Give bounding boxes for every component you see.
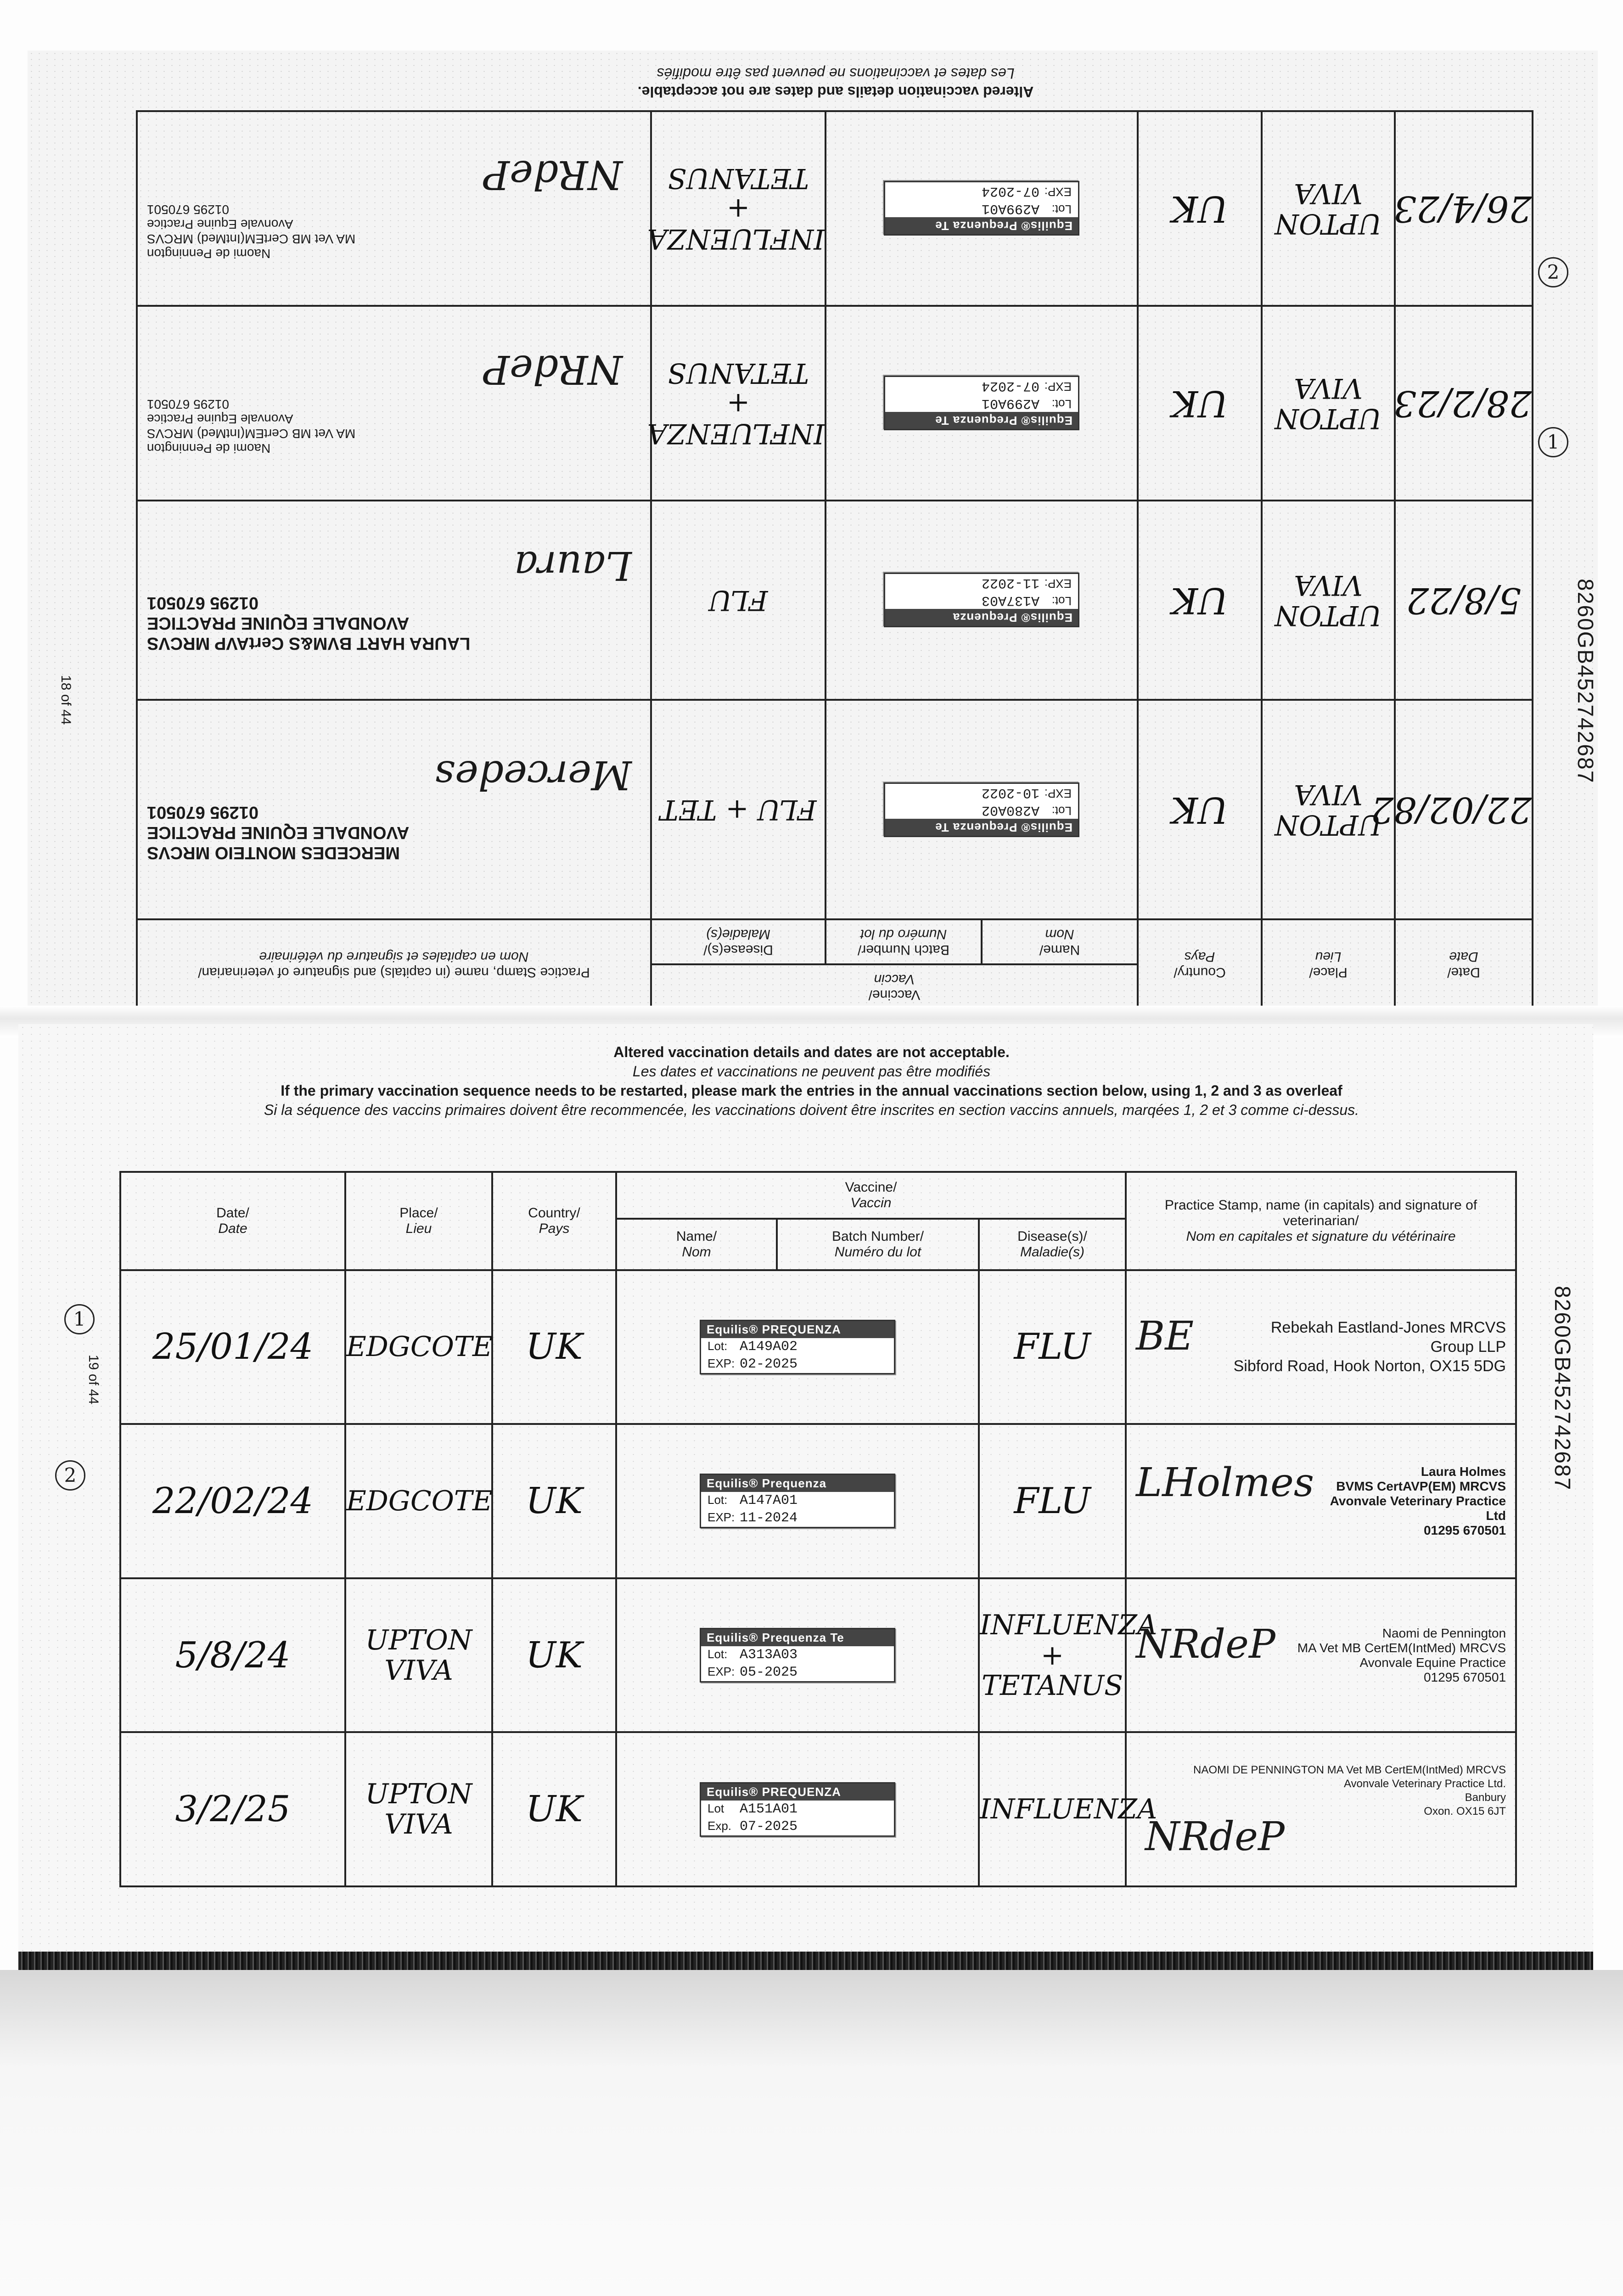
vet-signature: Laura <box>514 542 632 588</box>
upper-header-date: Date/ Date <box>1395 919 1533 1009</box>
practice-stamp: Rebekah Eastland-Jones MRCVS Group LLP Sibford Road, Hook Norton, OX15 5DG <box>1233 1319 1506 1375</box>
upper-row-place: UPTON VIVA <box>1262 111 1395 306</box>
vaccine-lot: Lot: A149A02 <box>708 1339 798 1355</box>
lower-row-label-cell <box>616 1424 979 1578</box>
lower-notice-en: Altered vaccination details and dates are not acceptable. <box>613 1044 1010 1060</box>
vaccine-brand: Equilis® PREQUENZA <box>701 1321 894 1338</box>
practice-stamp: Naomi de Pennington MA Vet MB CertEM(IntMed) MRCVS Avonvale Equine Practice 01295 670501 <box>146 202 356 261</box>
lower-row-country: UK <box>492 1424 616 1578</box>
vet-signature: BE <box>1136 1313 1194 1360</box>
scan-edge-bar <box>18 1952 1593 1970</box>
upper-page <box>28 51 1598 1010</box>
lower-row-stamp <box>1126 1270 1516 1424</box>
upper-row-label-cell <box>826 700 1138 919</box>
upper-row-date: 22/02/82 <box>1395 700 1533 919</box>
lower-row-label-cell <box>616 1578 979 1733</box>
vaccine-brand: Equilis® Prequenza Te <box>701 1629 894 1646</box>
lower-row <box>120 1424 1516 1578</box>
upper-header-stamp: Practice Stamp, name (in capitals) and signature of veterinarian/ Nom en capitales et signature du vétérinaire <box>137 919 651 1009</box>
practice-stamp: Naomi de Pennington MA Vet MB CertEM(IntMed) MRCVS Avonvale Equine Practice 01295 670501 <box>146 397 356 456</box>
upper-header-place: Place/ Lieu <box>1262 919 1395 1009</box>
upper-row <box>137 306 1533 501</box>
upper-row-date: 28/2/23 <box>1395 306 1533 501</box>
scan-background <box>0 1970 1623 2296</box>
upper-header-row-1 <box>137 964 1533 1009</box>
lower-row-date: 3/2/25 <box>120 1732 345 1886</box>
vaccine-label <box>884 376 1079 430</box>
vaccine-exp: EXP:07-2024 <box>981 183 1072 199</box>
vaccine-lot: Lot: A313A03 <box>708 1647 798 1663</box>
upper-row-country: UK <box>1138 306 1262 501</box>
lower-row-stamp <box>1126 1732 1516 1886</box>
upper-row-label-cell <box>826 306 1138 501</box>
upper-row-label-cell <box>826 111 1138 306</box>
upper-row-country: UK <box>1138 501 1262 700</box>
lower-row-disease: FLU <box>979 1424 1126 1578</box>
practice-stamp: Laura Holmes BVMS CertAVP(EM) MRCVS Avonvale Veterinary Practice Ltd 01295 670501 <box>1330 1464 1506 1537</box>
vaccine-lot: Lot:A137A03 <box>981 592 1072 608</box>
upper-row-disease: INFLUENZA + TETANUS <box>651 306 826 501</box>
lower-vaccination-table <box>119 1171 1517 1887</box>
vaccine-exp: EXP:10-2022 <box>981 784 1072 800</box>
upper-page-rotated-content <box>28 51 1598 1010</box>
vaccine-brand: Equilis® Prequenza Te <box>885 217 1078 234</box>
lower-row-number: 2 <box>55 1460 85 1491</box>
upper-row-date: 5/8/22 <box>1395 501 1533 700</box>
upper-row-stamp <box>137 700 651 919</box>
vaccine-lot: Lot:A280A02 <box>981 802 1072 818</box>
upper-notice-fr: Les dates et vaccinations ne peuvent pas être modifiés <box>657 65 1015 82</box>
upper-row-place: UPTON VIVA <box>1262 501 1395 700</box>
lower-row-stamp <box>1126 1578 1516 1733</box>
vaccine-label <box>884 782 1079 837</box>
lower-header-name: Name/ Nom <box>616 1219 777 1270</box>
vet-signature: Mercedes <box>434 752 632 798</box>
lower-row-disease: INFLUENZA <box>979 1732 1126 1886</box>
upper-row-number: 2 <box>1538 257 1568 287</box>
upper-row <box>137 111 1533 306</box>
upper-row-country: UK <box>1138 111 1262 306</box>
upper-page-number: 18 of 44 <box>58 675 73 725</box>
vaccine-label <box>700 1628 895 1683</box>
lower-row-place: EDGCOTE <box>345 1270 492 1424</box>
practice-stamp: MERCEDES MONTEIO MRCVS AVONDALE EQUINE PRACTICE 01295 670501 <box>146 803 410 863</box>
upper-reference-number: 8260GB452742687 <box>1573 579 1597 784</box>
vaccine-brand: Equilis® Prequenza <box>701 1475 894 1492</box>
vet-signature: NRdeP <box>1136 1621 1275 1667</box>
upper-row-disease: INFLUENZA + TETANUS <box>651 111 826 306</box>
vaccine-label <box>884 181 1079 236</box>
vaccine-label <box>700 1320 895 1374</box>
lower-row-label-cell <box>616 1732 979 1886</box>
vaccine-lot: Lot A151A01 <box>708 1801 798 1817</box>
upper-row-stamp <box>137 111 651 306</box>
lower-row-number: 1 <box>64 1304 95 1334</box>
lower-header-country: Country/ Pays <box>492 1172 616 1270</box>
upper-row-label-cell <box>826 501 1138 700</box>
lower-row <box>120 1732 1516 1886</box>
vaccine-brand: Equilis® Prequenza <box>885 609 1078 626</box>
upper-header-name: Name/ Nom <box>982 919 1138 964</box>
upper-row <box>137 700 1533 919</box>
lower-row-date: 5/8/24 <box>120 1578 345 1733</box>
practice-stamp: NAOMI DE PENNINGTON MA Vet MB CertEM(IntMed) MRCVS Avonvale Veterinary Practice Ltd. Banbury Oxon. OX15 6JT <box>1193 1764 1506 1818</box>
lower-header-vaccine: Vaccine/ Vaccin <box>616 1172 1126 1219</box>
upper-header-disease: Disease(s)/ Maladie(s) <box>651 919 826 964</box>
upper-row <box>137 501 1533 700</box>
upper-vaccination-table <box>136 110 1533 1010</box>
lower-notice <box>0 1042 1623 1120</box>
vaccine-label <box>700 1474 895 1528</box>
lower-row-country: UK <box>492 1732 616 1886</box>
lower-row-place: UPTON VIVA <box>345 1578 492 1733</box>
upper-row-stamp <box>137 306 651 501</box>
upper-row-number: 1 <box>1538 427 1568 457</box>
lower-header-date: Date/ Date <box>120 1172 345 1270</box>
practice-stamp: LAURA HART BVM&S CertAVP MRCVS AVONDALE EQUINE PRACTICE 01295 670501 <box>146 593 471 653</box>
lower-header-disease: Disease(s)/ Maladie(s) <box>979 1219 1126 1270</box>
upper-row-date: 26/4/23 <box>1395 111 1533 306</box>
upper-notice <box>138 60 1533 101</box>
vet-signature: LHolmes <box>1136 1459 1314 1506</box>
lower-header-place: Place/ Lieu <box>345 1172 492 1270</box>
vet-signature: NRdeP <box>483 151 623 197</box>
lower-row-place: UPTON VIVA <box>345 1732 492 1886</box>
vaccine-exp: EXP: 05-2025 <box>708 1665 798 1681</box>
vaccine-label <box>884 573 1079 627</box>
upper-row-disease: FLU <box>651 501 826 700</box>
vaccine-exp: EXP: 11-2024 <box>708 1510 798 1526</box>
lower-row-stamp <box>1126 1424 1516 1578</box>
lower-row-disease: INFLUENZA + TETANUS <box>979 1578 1126 1733</box>
practice-stamp: Naomi de Pennington MA Vet MB CertEM(IntMed) MRCVS Avonvale Equine Practice 01295 670501 <box>1297 1626 1506 1684</box>
upper-notice-en: Altered vaccination details and dates are not acceptable. <box>637 84 1034 100</box>
upper-row-country: UK <box>1138 700 1262 919</box>
lower-row-country: UK <box>492 1578 616 1733</box>
lower-row <box>120 1578 1516 1733</box>
lower-reference-number: 8260GB452742687 <box>1550 1286 1574 1491</box>
vaccine-brand: Equilis® Prequenza Te <box>885 412 1078 429</box>
lower-row-date: 25/01/24 <box>120 1270 345 1424</box>
vaccine-brand: Equilis® Prequenza Te <box>885 819 1078 836</box>
vaccine-exp: EXP:11-2022 <box>981 575 1072 591</box>
upper-header-batch: Batch Number/ Numéro du lot <box>826 919 982 964</box>
vaccine-exp: Exp. 07-2025 <box>708 1818 798 1835</box>
lower-notice-fr: Les dates et vaccinations ne peuvent pas être modifiés <box>632 1063 991 1080</box>
lower-restart-en: If the primary vaccination sequence needs to be restarted, please mark the entries in the annual vaccinations section below, using 1, 2 and 3 as overleaf <box>281 1082 1342 1099</box>
lower-header-stamp: Practice Stamp, name (in capitals) and signature of veterinarian/ Nom en capitales et signature du vétérinaire <box>1126 1172 1516 1270</box>
vaccine-exp: EXP: 02-2025 <box>708 1356 798 1372</box>
lower-row <box>120 1270 1516 1424</box>
lower-row-country: UK <box>492 1270 616 1424</box>
vaccine-brand: Equilis® PREQUENZA <box>701 1784 894 1801</box>
upper-row-place: UPTON VIVA <box>1262 700 1395 919</box>
vet-signature: NRdeP <box>483 346 623 392</box>
lower-header-row-1 <box>120 1172 1516 1219</box>
vaccine-lot: Lot:A299A01 <box>981 201 1072 217</box>
upper-header-vaccine: Vaccine/ Vaccin <box>651 964 1138 1009</box>
lower-row-place: EDGCOTE <box>345 1424 492 1578</box>
lower-row-date: 22/02/24 <box>120 1424 345 1578</box>
lower-row-disease: FLU <box>979 1270 1126 1424</box>
vaccine-lot: Lot:A299A01 <box>981 395 1072 411</box>
vaccine-lot: Lot: A147A01 <box>708 1493 798 1509</box>
lower-row-label-cell <box>616 1270 979 1424</box>
upper-row-place: UPTON VIVA <box>1262 306 1395 501</box>
upper-row-disease: FLU + TET <box>651 700 826 919</box>
lower-page-number: 19 of 44 <box>86 1355 101 1405</box>
lower-header-batch: Batch Number/ Numéro du lot <box>777 1219 979 1270</box>
vaccine-exp: EXP:07-2024 <box>981 378 1072 394</box>
upper-row-stamp <box>137 501 651 700</box>
vet-signature: NRdeP <box>1145 1814 1285 1860</box>
lower-restart-fr: Si la séquence des vaccins primaires doivent être recommencée, les vaccinations doivent être inscrites en section vaccins annuels, marqées 1, 2 et 3 comme ci-dessus. <box>264 1102 1359 1118</box>
vaccine-label <box>700 1782 895 1837</box>
upper-header-country: Country/ Pays <box>1138 919 1262 1009</box>
